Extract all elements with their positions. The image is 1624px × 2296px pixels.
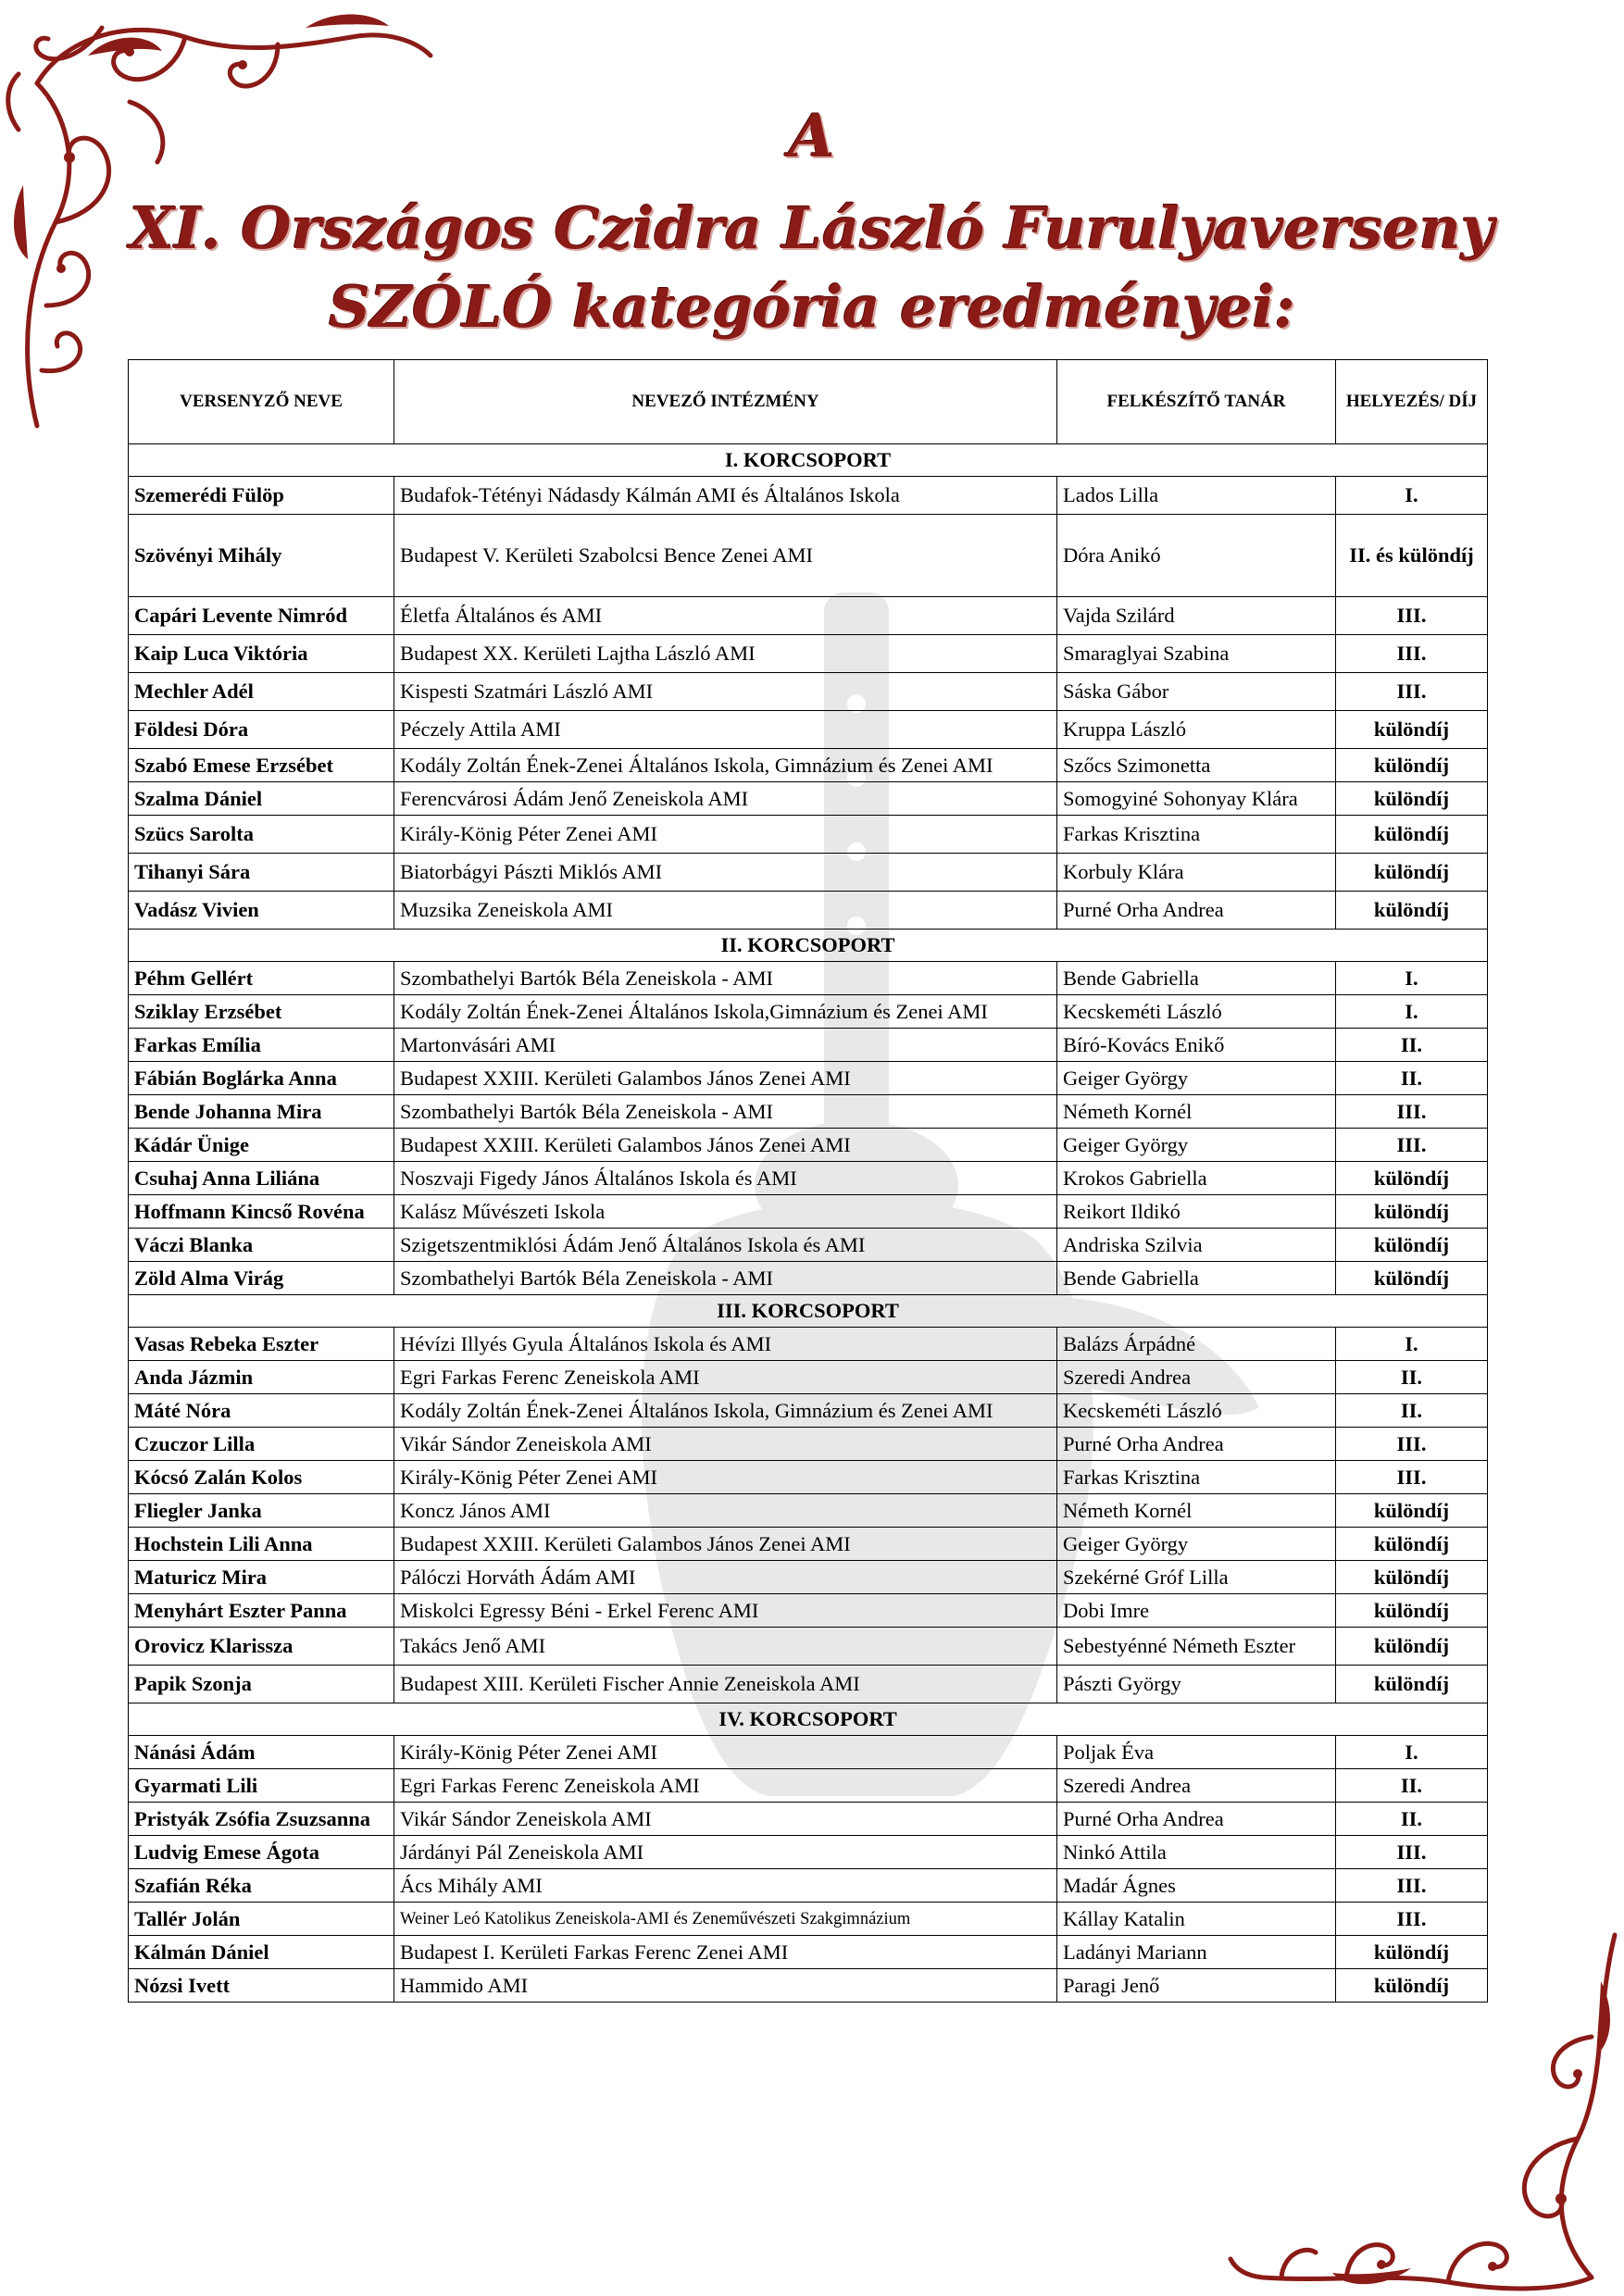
teacher: Vajda Szilárd (1057, 597, 1336, 635)
teacher: Purné Orha Andrea (1057, 1428, 1336, 1461)
award: III. (1336, 1428, 1488, 1461)
page-title-article: A (789, 102, 835, 171)
award: I. (1336, 1736, 1488, 1769)
table-row (129, 1528, 1488, 1561)
award: különdíj (1336, 1628, 1488, 1666)
teacher: Bende Gabriella (1057, 1262, 1336, 1295)
table-row (129, 1029, 1488, 1062)
contestant-name: Kálmán Dániel (129, 1936, 394, 1969)
table-row (129, 673, 1488, 711)
contestant-name: Fábián Boglárka Anna (129, 1062, 394, 1095)
institution: Vikár Sándor Zeneiskola AMI (394, 1428, 1057, 1461)
table-row (129, 1428, 1488, 1461)
award: különdíj (1336, 1195, 1488, 1229)
teacher: Kruppa László (1057, 711, 1336, 749)
award: III. (1336, 635, 1488, 673)
table-row (129, 782, 1488, 816)
table-row (129, 1062, 1488, 1095)
contestant-name: Kádár Ünige (129, 1129, 394, 1162)
contestant-name: Szemerédi Fülöp (129, 477, 394, 515)
teacher: Lados Lilla (1057, 477, 1336, 515)
page-title: XI. Országos Czidra László Furulyaverseny (130, 194, 1494, 262)
teacher: Purné Orha Andrea (1057, 1803, 1336, 1836)
contestant-name: Máté Nóra (129, 1394, 394, 1428)
teacher: Ninkó Attila (1057, 1836, 1336, 1869)
institution: Biatorbágyi Pászti Miklós AMI (394, 854, 1057, 892)
group-label: IV. KORCSOPORT (129, 1703, 1488, 1736)
teacher: Bíró-Kovács Enikő (1057, 1029, 1336, 1062)
group-header-row (129, 1295, 1488, 1328)
contestant-name: Fliegler Janka (129, 1494, 394, 1528)
contestant-name: Bende Johanna Mira (129, 1095, 394, 1129)
contestant-name: Szövényi Mihály (129, 515, 394, 597)
contestant-name: Vasas Rebeka Eszter (129, 1328, 394, 1361)
award: II. (1336, 1803, 1488, 1836)
teacher: Pászti György (1057, 1666, 1336, 1703)
table-row (129, 597, 1488, 635)
institution: Weiner Leó Katolikus Zeneiskola-AMI és Zeneművészeti Szakgimnázium (394, 1903, 1057, 1936)
table-row (129, 1328, 1488, 1361)
institution: Szombathelyi Bartók Béla Zeneiskola - AMI (394, 1095, 1057, 1129)
table-row (129, 515, 1488, 597)
award: különdíj (1336, 1528, 1488, 1561)
institution: Életfa Általános és AMI (394, 597, 1057, 635)
table-row (129, 1394, 1488, 1428)
table-row (129, 1666, 1488, 1703)
award: III. (1336, 1836, 1488, 1869)
table-header-row (129, 360, 1488, 444)
award: I. (1336, 1328, 1488, 1361)
contestant-name: Maturicz Mira (129, 1561, 394, 1594)
table-row (129, 816, 1488, 854)
institution: Szigetszentmiklósi Ádám Jenő Általános Iskola és AMI (394, 1229, 1057, 1262)
institution: Budapest XX. Kerületi Lajtha László AMI (394, 635, 1057, 673)
contestant-name: Papik Szonja (129, 1666, 394, 1703)
table-row (129, 711, 1488, 749)
award: különdíj (1336, 749, 1488, 782)
header-contestant: VERSENYZŐ NEVE (129, 360, 394, 444)
table-row (129, 1969, 1488, 2003)
teacher: Kecskeméti László (1057, 995, 1336, 1029)
table-row (129, 1936, 1488, 1969)
teacher: Reikort Ildikó (1057, 1195, 1336, 1229)
institution: Hammido AMI (394, 1969, 1057, 2003)
teacher: Németh Kornél (1057, 1494, 1336, 1528)
teacher: Geiger György (1057, 1062, 1336, 1095)
table-row (129, 1836, 1488, 1869)
award: különdíj (1336, 1561, 1488, 1594)
institution: Vikár Sándor Zeneiskola AMI (394, 1803, 1057, 1836)
table-row (129, 1195, 1488, 1229)
header-award: HELYEZÉS/ DÍJ (1336, 360, 1488, 444)
award: III. (1336, 673, 1488, 711)
award: különdíj (1336, 711, 1488, 749)
contestant-name: Ludvig Emese Ágota (129, 1836, 394, 1869)
table-row (129, 1095, 1488, 1129)
teacher: Geiger György (1057, 1129, 1336, 1162)
page-subtitle: SZÓLÓ kategória eredményei: (328, 273, 1296, 341)
contestant-name: Sziklay Erzsébet (129, 995, 394, 1029)
table-row (129, 1162, 1488, 1195)
teacher: Andriska Szilvia (1057, 1229, 1336, 1262)
teacher: Kecskeméti László (1057, 1394, 1336, 1428)
contestant-name: Mechler Adél (129, 673, 394, 711)
institution: Király-König Péter Zenei AMI (394, 816, 1057, 854)
institution: Király-König Péter Zenei AMI (394, 1736, 1057, 1769)
award: különdíj (1336, 1594, 1488, 1628)
contestant-name: Csuhaj Anna Liliána (129, 1162, 394, 1195)
teacher: Somogyiné Sohonyay Klára (1057, 782, 1336, 816)
teacher: Farkas Krisztina (1057, 1461, 1336, 1494)
contestant-name: Capári Levente Nimród (129, 597, 394, 635)
table-row (129, 1736, 1488, 1769)
institution: Takács Jenő AMI (394, 1628, 1057, 1666)
teacher: Smaraglyai Szabina (1057, 635, 1336, 673)
institution: Péczely Attila AMI (394, 711, 1057, 749)
contestant-name: Kócsó Zalán Kolos (129, 1461, 394, 1494)
teacher: Németh Kornél (1057, 1095, 1336, 1129)
table-row (129, 749, 1488, 782)
teacher: Dóra Anikó (1057, 515, 1336, 597)
contestant-name: Váczi Blanka (129, 1229, 394, 1262)
award: III. (1336, 1461, 1488, 1494)
institution: Király-König Péter Zenei AMI (394, 1461, 1057, 1494)
institution: Budapest XIII. Kerületi Fischer Annie Zeneiskola AMI (394, 1666, 1057, 1703)
teacher: Krokos Gabriella (1057, 1162, 1336, 1195)
institution: Muzsika Zeneiskola AMI (394, 892, 1057, 930)
award: különdíj (1336, 854, 1488, 892)
teacher: Madár Ágnes (1057, 1869, 1336, 1903)
table-row (129, 1129, 1488, 1162)
institution: Ferencvárosi Ádám Jenő Zeneiskola AMI (394, 782, 1057, 816)
institution: Noszvaji Figedy János Általános Iskola és AMI (394, 1162, 1057, 1195)
contestant-name: Farkas Emília (129, 1029, 394, 1062)
institution: Budapest XXIII. Kerületi Galambos János Zenei AMI (394, 1062, 1057, 1095)
teacher: Purné Orha Andrea (1057, 892, 1336, 930)
institution: Szombathelyi Bartók Béla Zeneiskola - AMI (394, 962, 1057, 995)
contestant-name: Orovicz Klarissza (129, 1628, 394, 1666)
institution: Budafok-Tétényi Nádasdy Kálmán AMI és Általános Iskola (394, 477, 1057, 515)
award: különdíj (1336, 1494, 1488, 1528)
group-label: III. KORCSOPORT (129, 1295, 1488, 1328)
table-row (129, 1769, 1488, 1803)
group-label: I. KORCSOPORT (129, 444, 1488, 477)
award: különdíj (1336, 782, 1488, 816)
institution: Egri Farkas Ferenc Zeneiskola AMI (394, 1769, 1057, 1803)
award: különdíj (1336, 1936, 1488, 1969)
teacher: Szekérné Gróf Lilla (1057, 1561, 1336, 1594)
table-row (129, 1903, 1488, 1936)
award: különdíj (1336, 1969, 1488, 2003)
teacher: Ladányi Mariann (1057, 1936, 1336, 1969)
contestant-name: Péhm Gellért (129, 962, 394, 995)
contestant-name: Anda Jázmin (129, 1361, 394, 1394)
teacher: Sebestyénné Németh Eszter (1057, 1628, 1336, 1666)
group-header-row (129, 930, 1488, 962)
teacher: Farkas Krisztina (1057, 816, 1336, 854)
award: különdíj (1336, 816, 1488, 854)
institution: Pálóczi Horváth Ádám AMI (394, 1561, 1057, 1594)
table-row (129, 1461, 1488, 1494)
award: II. (1336, 1361, 1488, 1394)
table-row (129, 1262, 1488, 1295)
institution: Budapest I. Kerületi Farkas Ferenc Zenei AMI (394, 1936, 1057, 1969)
results-table (128, 359, 1488, 2003)
teacher: Korbuly Klára (1057, 854, 1336, 892)
institution: Kodály Zoltán Ének-Zenei Általános Iskola, Gimnázium és Zenei AMI (394, 1394, 1057, 1428)
teacher: Paragi Jenő (1057, 1969, 1336, 2003)
contestant-name: Hochstein Lili Anna (129, 1528, 394, 1561)
table-row (129, 892, 1488, 930)
group-label: II. KORCSOPORT (129, 930, 1488, 962)
contestant-name: Kaip Luca Viktória (129, 635, 394, 673)
contestant-name: Menyhárt Eszter Panna (129, 1594, 394, 1628)
institution: Kalász Művészeti Iskola (394, 1195, 1057, 1229)
award: II. (1336, 1029, 1488, 1062)
award: különdíj (1336, 1262, 1488, 1295)
contestant-name: Vadász Vivien (129, 892, 394, 930)
teacher: Dobi Imre (1057, 1594, 1336, 1628)
award: különdíj (1336, 1229, 1488, 1262)
institution: Budapest XXIII. Kerületi Galambos János Zenei AMI (394, 1528, 1057, 1561)
institution: Miskolci Egressy Béni - Erkel Ferenc AMI (394, 1594, 1057, 1628)
contestant-name: Gyarmati Lili (129, 1769, 394, 1803)
group-header-row (129, 1703, 1488, 1736)
award: II. és különdíj (1336, 515, 1488, 597)
teacher: Szeredi Andrea (1057, 1769, 1336, 1803)
award: II. (1336, 1769, 1488, 1803)
award: különdíj (1336, 892, 1488, 930)
contestant-name: Tallér Jolán (129, 1903, 394, 1936)
table-row (129, 962, 1488, 995)
table-row (129, 1628, 1488, 1666)
contestant-name: Szalma Dániel (129, 782, 394, 816)
institution: Budapest XXIII. Kerületi Galambos János Zenei AMI (394, 1129, 1057, 1162)
institution: Szombathelyi Bartók Béla Zeneiskola - AMI (394, 1262, 1057, 1295)
institution: Kispesti Szatmári László AMI (394, 673, 1057, 711)
contestant-name: Földesi Dóra (129, 711, 394, 749)
award: különdíj (1336, 1162, 1488, 1195)
table-row (129, 1594, 1488, 1628)
award: I. (1336, 995, 1488, 1029)
teacher: Balázs Árpádné (1057, 1328, 1336, 1361)
institution: Koncz János AMI (394, 1494, 1057, 1528)
teacher: Szeredi Andrea (1057, 1361, 1336, 1394)
institution: Hévízi Illyés Gyula Általános Iskola és AMI (394, 1328, 1057, 1361)
table-row (129, 854, 1488, 892)
contestant-name: Czuczor Lilla (129, 1428, 394, 1461)
contestant-name: Nánási Ádám (129, 1736, 394, 1769)
contestant-name: Zöld Alma Virág (129, 1262, 394, 1295)
award: II. (1336, 1062, 1488, 1095)
table-row (129, 1803, 1488, 1836)
table-row (129, 1561, 1488, 1594)
award: III. (1336, 1129, 1488, 1162)
teacher: Bende Gabriella (1057, 962, 1336, 995)
contestant-name: Tihanyi Sára (129, 854, 394, 892)
teacher: Sáska Gábor (1057, 673, 1336, 711)
contestant-name: Szücs Sarolta (129, 816, 394, 854)
institution: Budapest V. Kerületi Szabolcsi Bence Zenei AMI (394, 515, 1057, 597)
institution: Járdányi Pál Zeneiskola AMI (394, 1836, 1057, 1869)
table-row (129, 1361, 1488, 1394)
contestant-name: Szabó Emese Erzsébet (129, 749, 394, 782)
award: III. (1336, 597, 1488, 635)
institution: Egri Farkas Ferenc Zeneiskola AMI (394, 1361, 1057, 1394)
contestant-name: Nózsi Ivett (129, 1969, 394, 2003)
header-institution: NEVEZŐ INTÉZMÉNY (394, 360, 1057, 444)
award: II. (1336, 1394, 1488, 1428)
contestant-name: Szafián Réka (129, 1869, 394, 1903)
table-row (129, 1494, 1488, 1528)
institution: Ács Mihály AMI (394, 1869, 1057, 1903)
award: III. (1336, 1869, 1488, 1903)
award: különdíj (1336, 1666, 1488, 1703)
teacher: Kállay Katalin (1057, 1903, 1336, 1936)
contestant-name: Hoffmann Kincső Rovéna (129, 1195, 394, 1229)
award: III. (1336, 1095, 1488, 1129)
table-row (129, 1229, 1488, 1262)
table-row (129, 1869, 1488, 1903)
institution: Kodály Zoltán Ének-Zenei Általános Iskola, Gimnázium és Zenei AMI (394, 749, 1057, 782)
institution: Kodály Zoltán Ének-Zenei Általános Iskola,Gimnázium és Zenei AMI (394, 995, 1057, 1029)
header-teacher: FELKÉSZÍTŐ TANÁR (1057, 360, 1336, 444)
teacher: Szőcs Szimonetta (1057, 749, 1336, 782)
award: I. (1336, 477, 1488, 515)
table-row (129, 995, 1488, 1029)
table-row (129, 635, 1488, 673)
table-row (129, 477, 1488, 515)
group-header-row (129, 444, 1488, 477)
award: III. (1336, 1903, 1488, 1936)
institution: Martonvásári AMI (394, 1029, 1057, 1062)
contestant-name: Pristyák Zsófia Zsuzsanna (129, 1803, 394, 1836)
teacher: Poljak Éva (1057, 1736, 1336, 1769)
teacher: Geiger György (1057, 1528, 1336, 1561)
award: I. (1336, 962, 1488, 995)
